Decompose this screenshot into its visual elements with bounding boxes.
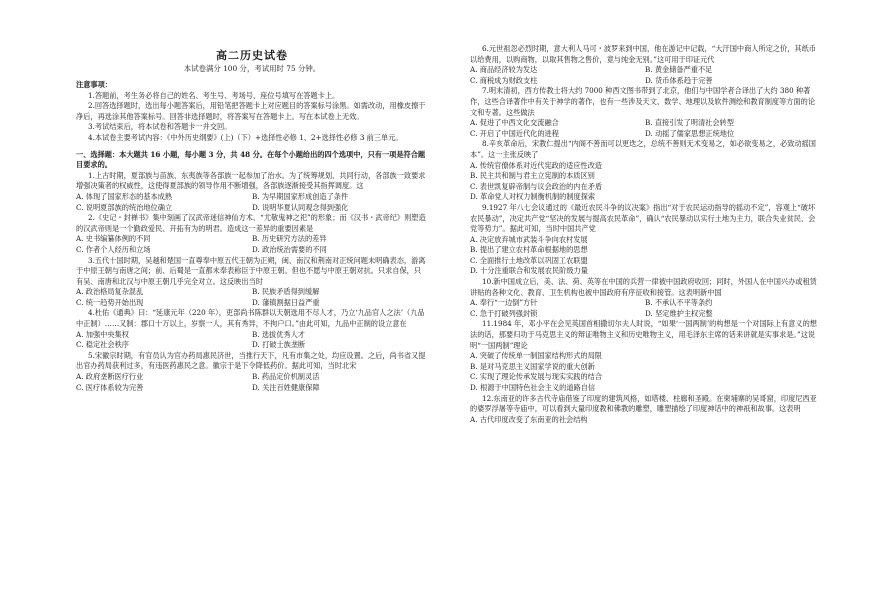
option: B. 民族矛盾得到缓解 [252, 287, 320, 297]
option-row [76, 383, 428, 394]
option-row [76, 330, 428, 341]
option: D. 十分注重联合和发展农民阶级力量 [470, 266, 588, 276]
option-row [76, 234, 428, 245]
option: D. 政治统治需要的不同 [252, 244, 327, 254]
option: D. 坚定维护主权完整 [645, 308, 713, 318]
option: A. 政治格局复杂混乱 [76, 287, 144, 297]
option: B. 历史研究方法的差异 [252, 234, 327, 244]
option: B. 为早期国家形成创造了条件 [252, 191, 349, 201]
option: B. 直接引发了明清社会转型 [645, 118, 734, 128]
exam-title: 高二历史试卷 [216, 49, 288, 62]
left-column [76, 80, 428, 393]
option: D. 打破士族垄断 [252, 340, 306, 350]
option: A. 体现了国家形态的基本成熟 [76, 191, 173, 201]
option: A. 加强中央集权 [76, 329, 129, 339]
option-row [76, 340, 428, 351]
option: C. 商税成为财政支柱 [470, 75, 538, 85]
note-item: 3.考试结束后，将本试卷和答题卡一并交回。 [88, 122, 232, 132]
option-row [76, 298, 428, 309]
note-item: 1.答题前，考生务必将自己的姓名、考生号、考场号、座位号填写在答题卡上。 [88, 90, 340, 100]
option: C. 实现了理论传承发展与现实实践的结合 [470, 372, 603, 382]
option: A. 突破了传统单一制国家结构形式的局限 [470, 351, 602, 361]
option-row [76, 245, 428, 256]
option: C. 稳定社会秩序 [76, 340, 129, 350]
option: D. 藩镇割据日益严重 [252, 297, 320, 307]
option-row [76, 287, 428, 298]
option: B. 黄金储备严重不足 [645, 65, 713, 75]
option: B. 不承认不平等条约 [645, 298, 713, 308]
option: B. 提出了建立农村革命根据地的思想 [470, 245, 588, 255]
question-stem: 10.新中国成立后，美、法、荷、英等在中国的兵营一律被中国政府收回；同时，外国人在中国兴办或租赁讲贴的各种文化、教育、卫生机构也被中国政府有序征收和接管。这表明新中国 [470, 277, 817, 297]
option: D. 说明华夏认同观念得到强化 [252, 202, 349, 212]
option: A. 古代印度改变了东南亚的社会结构 [470, 414, 588, 424]
option-row [470, 309, 820, 320]
question-stem: 2.《史记・封禅书》集中刻画了汉武帝迷信神仙方术、“尤敬鬼神之祀”的形象；而《汉书・武帝纪》则塑造的汉武帝则是一个勤政爱民、开拓有为的明君。造成这一差异的重要因素是 [76, 213, 426, 233]
option: A. 奉行“一边倒”方针 [470, 298, 538, 308]
option: A. 商品经济较为发达 [470, 65, 538, 75]
question-stem: 5.宋徽宗时期，有官员认为官办药局惠民济世，当推行天下，凡有市集之处，均应设置。之后，尚书省又提出官办药局获利过多，有违医药惠民之意。徽宗于是下令降低药价。据此可知，当时北宋 [76, 350, 426, 371]
option-row [76, 192, 428, 203]
option: C. 开启了中国近代化的进程 [470, 128, 559, 138]
question-stem: 6.元世祖忽必烈时期，意大利人马可・波罗来到中国，他在游记中记载，“大汗国中商人所定之价，其纸币以给费用，以购商物，以取其售物之售价，竟与纯金无别。”这可用于印证元代 [470, 44, 816, 64]
option: C. 急于打破列强封锁 [470, 308, 538, 318]
option: B. 是对马克思主义国家学说的重大创新 [470, 361, 595, 371]
option: C. 统一趋势开始出现 [76, 297, 144, 307]
option: B. 民主共和制与君主立宪制的本质区别 [470, 171, 595, 181]
notes-heading: 注意事项： [76, 80, 112, 89]
option: A. 促进了中西文化交流融合 [470, 118, 559, 128]
option: C. 表世凯复辟帝制与议会政治的内在矛盾 [470, 181, 603, 191]
question-stem: 4.杜佑《通典》曰：“延康元年（220 年），吏部尚书陈群以天朝选用不尽人才，乃立‘九品官人之法’（九品中正制）……又制：郡口十万以上，岁察一人，其有秀异，不拘户口。”由此可知，九品中正制的设立意在 [76, 308, 425, 329]
question-stem: 1.上古时期，夏部族与苗族、东夷族等各部族一起参加了治水。为了统筹规划、共同行动，各部族一致要求增强决策者的权威性，这使得夏部族的领导作用不断增强，各部族逐渐接受其指挥调度。这 [76, 170, 426, 191]
option: D. 动摇了儒家思想正统地位 [645, 128, 735, 138]
question-stem: 7.明末清初，西方传教士将大约 7000 种西文图书带到了北京，他们与中国学者合译出了大约 380 种著作，这些合译著作中有关于神学的著作，也有一些涉及天文、数学、地理以及软件测绘和教育制度等方面的论文和专著。这些做法 [470, 86, 816, 117]
question-stem: 8.辛亥革命后，宋教仁提出“内阁不善而可以更迭之，总统不善则无术变易之，如必欲变易之，必致动摇国本”。这一主张反映了 [470, 139, 816, 159]
option: A. 政府垄断医疗行业 [76, 372, 144, 382]
option: A. 传统官僚体系对近代宪政的适应性改造 [470, 160, 602, 170]
option: B. 药品定价机制灵活 [252, 372, 320, 382]
exam-subtitle: 本试卷满分 100 分，考试用时 75 分钟。 [183, 64, 321, 73]
option: C. 说明夏部族的统治地位确立 [76, 202, 173, 212]
option-row [470, 118, 820, 129]
option-row [470, 76, 820, 87]
option-row [470, 65, 820, 76]
question-stem: 11.1984 年，邓小平在会见英国首相撒切尔夫人时说，“如果‘一国两制’的构想是一个对国际上有意义的想法的话，那要归功于马克思主义的辩证唯物主义和历史唯物主义，用毛泽东主席的话来讲就是实事求是。”这说明“一国两制”理论 [470, 319, 817, 350]
option-row [470, 298, 820, 309]
option: D. 根源于中国特色社会主义的道路自信 [470, 383, 596, 392]
option: D. 革命党人对权力制衡机制的制度探索 [470, 192, 596, 202]
note-item: 2.回答选择题时，选出每小题答案后，用铅笔把答题卡上对应题目的答案标号涂黑。如需改动，用橡皮擦干净后，再选涂其他答案标号。回答非选择题时，将答案写在答题卡上。写在本试卷上无效。 [76, 101, 426, 121]
option: D. 货币体系趋于完善 [645, 75, 713, 85]
option: A. 决定放弃城市武装斗争向农村发展 [470, 234, 588, 244]
option: C. 医疗体系较为完善 [76, 382, 144, 392]
option: B. 选拔优秀人才 [252, 329, 305, 339]
option: C. 全面推行土地改革以巩固工农联盟 [470, 255, 588, 265]
option-row [76, 372, 428, 383]
question-stem: 9.1927 年八七会议通过的《最近农民斗争的议决案》指出“对于农民运动指导的摇动不定”，容观上“破坏农民暴动”，决定共产党“坚决的发展与提高农民革命”，确认“农民暴动以实行土地为主力，联合失业贫民、会党等势力”。据此可知，当时中国共产党 [470, 202, 816, 234]
question-stem: 3.五代十国时期，吴越和楚国一直尊奉中原五代王朝为正朔，闽、南汉和荆南对正统问题未明确表态，游离于中原王朝与南唐之间；前、后蜀是一直都未奉表称臣于中原王朝。但也不愿与中原王朝对抗。只求自保，只有吴、南唐和北汉与中原王朝几乎完全对立。这反映出当时 [76, 255, 426, 286]
option: C. 作者个人经历和立场 [76, 244, 151, 254]
question-stem: 12.东南亚的许多古代寺庙借鉴了印度的建筑风格，如塔楼、柱廊和圣殿。在柬埔寨的吴哥窟，印度尼西亚的婆罗浮屠等寺庙中，可以看到大量印度教和佛教的雕塑，雕塑描绘了印度神话中的神祇和故事。这表明 [470, 393, 817, 414]
option-row [76, 203, 428, 214]
option-row [470, 129, 820, 140]
note-item: 4.本试卷主要考试内容：《中外历史纲要》(上)（下）+选择性必修 1、2+选择性必修 3 前三单元。 [88, 132, 403, 142]
option: D. 关注百姓健康保障 [252, 382, 320, 392]
section-heading: 一、选择题：本大题共 16 小题，每小题 3 分，共 48 分。在每个小题给出的四个选项中，只有一项是符合题目要求的。 [76, 149, 426, 170]
right-column [470, 44, 820, 425]
option: A. 史书编纂体例的不同 [76, 234, 151, 244]
